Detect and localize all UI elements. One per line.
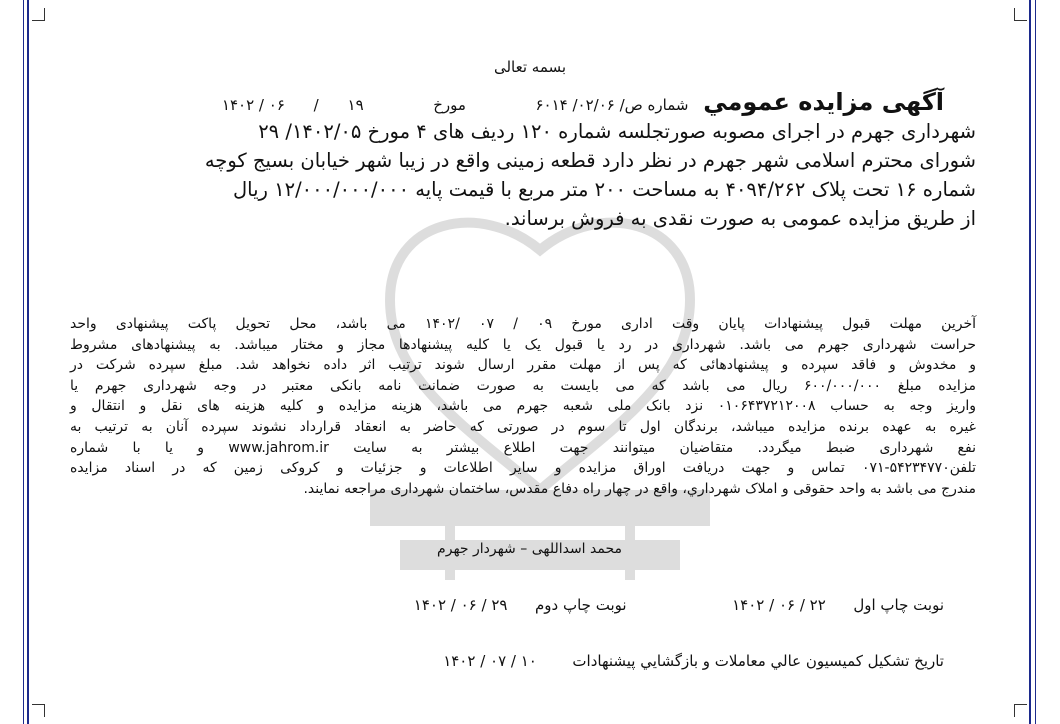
page-border-left-thin [23, 0, 24, 724]
page-border-left [27, 0, 29, 724]
page-border-right-thin [1035, 0, 1036, 724]
notice-date-label: مورخ [433, 96, 466, 114]
website-suffix: و یا با شماره [70, 439, 205, 456]
terms-line: واریز وجه به حساب ۰۱۰۶۴۳۷۲۱۲۰۰۸ نزد بانک ملی شعبه جهرم می باشد، هزینه مزایده و کلیه هزینه های نقل و انتقال و [70, 398, 976, 415]
commission-date: ۱۰ / ۰۷ / ۱۴۰۲ [443, 652, 537, 670]
notice-date-day: ۱۹ [347, 96, 364, 114]
print-second-date: ۲۹ / ۰۶ / ۱۴۰۲ [413, 596, 508, 614]
intro-line: شورای محترم اسلامی شهر جهرم در نظر دارد قطعه زمینی واقع در زیبا شهر خیابان بسیج کوچه [204, 149, 976, 172]
intro-line: شماره ۱۶ تحت پلاک ۴۰۹۴/۲۶۲ به مساحت ۲۰۰ متر مربع با قیمت پایه ۱۲/۰۰۰/۰۰۰/۰۰۰ ریال [232, 178, 976, 201]
terms-line: مندرج می باشد به واحد حقوقی و املاک شهرداري، واقع در چهار راه دفاع مقدس، ساختمان شهرداری مراجعه نمایند. [303, 480, 976, 497]
intro-line: از طریق مزایده عمومی به صورت نقدی به فروش برساند. [504, 207, 976, 230]
terms-paragraph [70, 314, 976, 499]
terms-line: آخرین مهلت قبول پیشنهادات پایان وقت اداری مورخ ۰۹ / ۰۷ /۱۴۰۲ می باشد، محل تحویل پاکت پیشنهادی واحد [70, 316, 977, 332]
terms-line: حراست شهرداری جهرم می باشد. شهرداری در رد یا قبول یک یا کلیه پیشنهادها مجاز و مختار میباشد. به پیشنهادهای مشروط [70, 336, 976, 353]
terms-line: غیره به عهده برنده مزایده میباشد، برندگان اول تا سوم در صورتی که حاضر به انعقاد قرارداد نشوند سپرده آنان به ترتیب به [70, 418, 976, 435]
intro-paragraph [70, 117, 976, 233]
crop-mark-bottom-left [32, 704, 45, 717]
crop-mark-top-right [1014, 8, 1027, 21]
notice-title: آگهی مزایده عمومي [703, 88, 944, 116]
signature: محمد اسداللهی – شهردار جهرم [437, 541, 622, 557]
commission-date-line [443, 652, 944, 670]
print-first-label: نوبت چاپ اول [853, 596, 944, 614]
page-border-right [1029, 0, 1031, 724]
terms-line-text: نفع شهرداری ضبط میگردد. متقاضیان میتوانند جهت اطلاع بیشتر به سایت [353, 439, 976, 456]
commission-label: تاریخ تشکیل کمیسیون عالي معاملات و بازگشايي پيشنهادات [572, 652, 944, 670]
notice-number: شماره ص/ ۰۲/۰۶/ ۶۰۱۴ [535, 96, 689, 114]
crop-mark-top-left [32, 8, 45, 21]
terms-line: تلفن۵۴۲۳۴۷۷۰-۰۷۱ تماس و جهت دریافت اوراق مزایده و سایر اطلاعات و جزئیات و کروکی زمین که در اسناد مزایده [70, 460, 976, 477]
notice-date-year: ۱۴۰۲ [221, 96, 255, 114]
terms-line: و مخدوش و فاقد سپرده و پیشنهادهائی که پس از مهلت مقرر ارسال شوند ترتیب اثر داده نخواهد شد. مبلغ سپرده شرکت در [70, 357, 976, 374]
terms-line-website [70, 438, 976, 459]
terms-line: مزایده مبلغ ۶۰۰/۰۰۰/۰۰۰ ریال می باشد که می بایست به صورت ضمانت نامه بانکی معتبر در وجه شهرداری جهرم یا [70, 377, 977, 394]
notice-date-month: ۰۶ [268, 96, 285, 114]
notice-header: آگهی مزایده عمومي شماره ص/ ۰۲/۰۶/ ۶۰۱۴ مورخ ۱۹ / ۰۶ / ۱۴۰۲ [221, 88, 944, 116]
print-first-date: ۲۲ / ۰۶ / ۱۴۰۲ [732, 596, 826, 614]
print-dates [414, 596, 944, 614]
basmala-heading: بسمه تعالی [493, 58, 567, 76]
crop-mark-bottom-right [1014, 704, 1027, 717]
website-link[interactable]: www.jahrom.ir [228, 439, 329, 456]
print-second-label: نوبت چاپ دوم [535, 596, 627, 614]
intro-line: شهرداری جهرم در اجرای مصوبه صورتجلسه شماره ۱۲۰ ردیف های ۴ مورخ ۱۴۰۲/۰۵/ ۲۹ [258, 120, 976, 143]
